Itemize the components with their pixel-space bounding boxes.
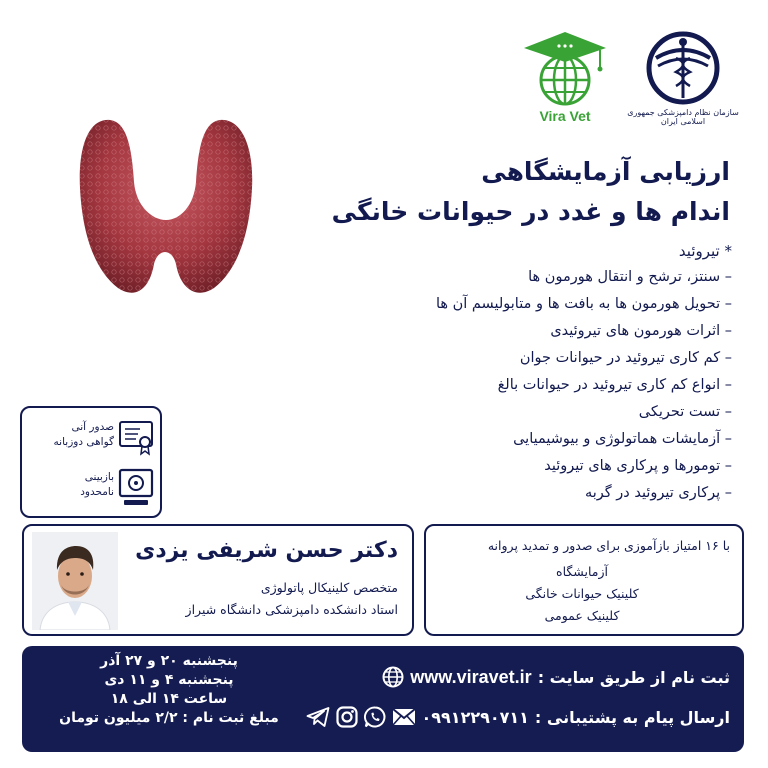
website-link[interactable]: www.viravet.ir [410, 666, 532, 687]
list-item: – سنتز، ترشح و انتقال هورمون ها [528, 269, 732, 285]
globe-icon [382, 666, 404, 688]
instructor-specialty: متخصص کلینیکال پاتولوژی [260, 580, 398, 595]
benefit-line-2: نامحدود [80, 486, 114, 498]
list-item: – کم کاری تیروئید در حیوانات جوان [519, 350, 732, 366]
caduceus-emblem-icon [618, 28, 748, 108]
list-item: – آزمایشات هماتولوژی و بیوشیمیایی [513, 431, 732, 447]
instructor-position: استاد دانشکده دامپزشکی دانشگاه شیراز [185, 602, 398, 617]
list-item: – اثرات هورمون های تیروئیدی [550, 323, 732, 339]
benefit-line-1: بازبینی [84, 471, 114, 483]
topic-list [272, 240, 732, 507]
instructor-card [22, 524, 414, 636]
certificate-icon [118, 418, 154, 456]
course-title [330, 152, 730, 232]
topic-heading: * تیروئید [678, 242, 732, 260]
whatsapp-icon[interactable] [364, 706, 386, 728]
list-item: – انواع کم کاری تیروئید در حیوانات بالغ [497, 377, 732, 393]
list-item: – تومورها و پرکاری های تیروئید [544, 458, 732, 474]
support-label: ارسال پیام به پشتیبانی : [534, 707, 730, 727]
video-replay-icon [118, 468, 154, 508]
schedule-line: پنجشنبه ۲۰ و ۲۷ آذر [100, 653, 238, 669]
registration-fee: مبلغ ثبت نام : ۲/۲ میلیون تومان [59, 710, 279, 726]
avatar [32, 532, 118, 630]
list-item: کلینیک حیوانات خانگی [525, 586, 639, 601]
support-row [306, 706, 731, 728]
credits-box [424, 524, 744, 636]
instructor-name: دکتر حسن شریفی یزدی [135, 538, 398, 563]
email-icon[interactable] [392, 708, 416, 726]
viravet-logo [522, 28, 608, 128]
list-item: آزمایشگاه [556, 564, 608, 579]
list-item: کلینیک عمومی [544, 608, 620, 623]
register-label: ثبت نام از طریق سایت : [537, 667, 730, 687]
title-line-1: ارزیابی آزمایشگاهی [481, 157, 730, 186]
benefit-replay [30, 466, 154, 510]
veterinary-organization-logo [618, 28, 748, 128]
list-item: – پرکاری تیروئید در گربه [584, 485, 732, 501]
schedule-line: ساعت ۱۴ الی ۱۸ [110, 691, 228, 707]
list-item: – تست تحریکی [638, 404, 732, 420]
benefit-line-1: صدور آنی [71, 421, 114, 433]
credits-headline: با ۱۶ امتیاز بازآموزی برای صدور و تمدید پروانه [487, 538, 730, 553]
instagram-icon[interactable] [336, 706, 358, 728]
graduation-globe-icon [522, 28, 608, 108]
benefit-line-2: گواهی دوزبانه [53, 436, 114, 448]
telegram-icon[interactable] [306, 707, 330, 727]
benefits-box [20, 406, 162, 518]
support-phone[interactable]: ۰۹۹۱۲۲۹۰۷۱۱ [421, 707, 529, 727]
viravet-logo-text: Vira Vet [539, 108, 591, 124]
title-line-2: اندام ها و غدد در حیوانات خانگی [331, 197, 730, 226]
schedule-line: پنجشنبه ۴ و ۱۱ دی [104, 672, 234, 688]
organization-caption: سازمان نظام دامپزشکی جمهوری اسلامی ایران [627, 108, 739, 126]
schedule-block [34, 652, 304, 728]
benefit-certificate [30, 416, 154, 460]
contact-footer [22, 646, 744, 752]
register-row [382, 666, 730, 688]
list-item: – تحویل هورمون ها به بافت ها و متابولیسم آن ها [435, 296, 732, 312]
thyroid-gland-illustration [70, 108, 260, 308]
